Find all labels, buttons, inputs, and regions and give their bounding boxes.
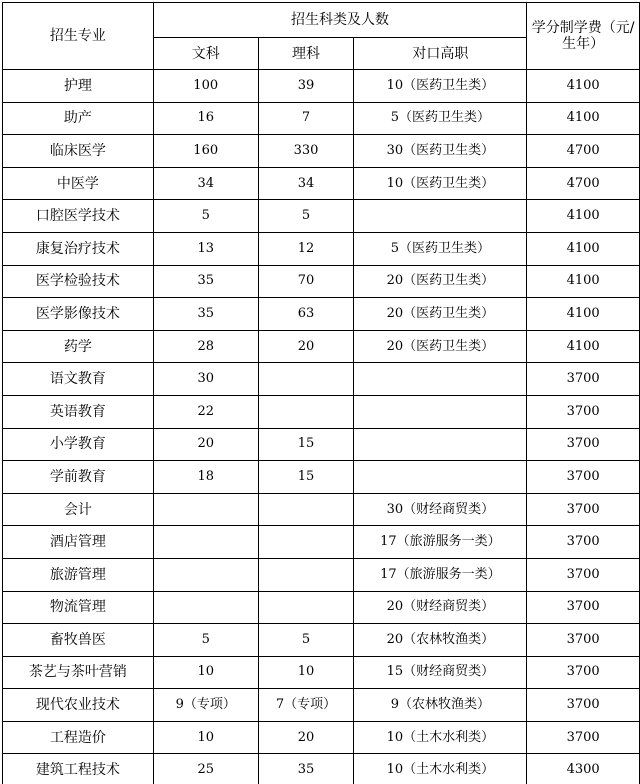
table-row — [3, 656, 640, 689]
cell-science: 20 — [258, 330, 354, 363]
cell-major: 助产 — [3, 102, 154, 135]
cell-major: 旅游管理 — [3, 558, 154, 591]
table-row — [3, 70, 640, 103]
cell-fee: 4700 — [527, 135, 640, 168]
cell-liberal: 35 — [153, 298, 258, 331]
cell-major: 口腔医学技术 — [3, 200, 154, 233]
cell-liberal: 13 — [153, 232, 258, 265]
cell-major: 酒店管理 — [3, 526, 154, 559]
cell-science — [258, 493, 354, 526]
cell-fee: 3700 — [527, 395, 640, 428]
header-fee — [527, 3, 640, 70]
cell-liberal: 28 — [153, 330, 258, 363]
table-row — [3, 461, 640, 494]
header-quota-group: 招生科类及人数 — [153, 3, 526, 38]
header-major: 招生专业 — [3, 3, 154, 70]
table-row — [3, 558, 640, 591]
cell-major: 学前教育 — [3, 461, 154, 494]
cell-fee: 4100 — [527, 232, 640, 265]
table-row — [3, 591, 640, 624]
cell-vocational — [354, 200, 527, 233]
cell-major: 医学影像技术 — [3, 298, 154, 331]
cell-vocational — [354, 461, 527, 494]
cell-vocational: 5（医药卫生类） — [354, 102, 527, 135]
cell-vocational — [354, 428, 527, 461]
cell-vocational: 20（财经商贸类） — [354, 591, 527, 624]
header-row-top — [3, 3, 640, 38]
cell-vocational: 20（农林牧渔类） — [354, 624, 527, 657]
cell-vocational — [354, 395, 527, 428]
cell-fee: 4100 — [527, 200, 640, 233]
cell-fee: 3700 — [527, 558, 640, 591]
cell-major: 医学检验技术 — [3, 265, 154, 298]
header-vocational: 对口高职 — [354, 38, 527, 70]
cell-fee: 3700 — [527, 428, 640, 461]
cell-fee: 4100 — [527, 298, 640, 331]
cell-liberal: 10 — [153, 721, 258, 754]
cell-vocational: 10（土木水利类） — [354, 754, 527, 784]
cell-science: 39 — [258, 70, 354, 103]
table-row — [3, 265, 640, 298]
cell-major: 建筑工程技术 — [3, 754, 154, 784]
cell-liberal: 18 — [153, 461, 258, 494]
cell-major: 会计 — [3, 493, 154, 526]
enrollment-table — [2, 2, 640, 784]
table-row — [3, 754, 640, 784]
cell-vocational: 10（医药卫生类） — [354, 70, 527, 103]
cell-liberal: 100 — [153, 70, 258, 103]
cell-liberal: 160 — [153, 135, 258, 168]
header-fee-line2: 生年） — [562, 36, 605, 52]
cell-science: 15 — [258, 461, 354, 494]
cell-science: 12 — [258, 232, 354, 265]
cell-liberal: 10 — [153, 656, 258, 689]
cell-fee: 4300 — [527, 754, 640, 784]
cell-liberal: 35 — [153, 265, 258, 298]
cell-fee: 3700 — [527, 461, 640, 494]
cell-liberal: 22 — [153, 395, 258, 428]
header-liberal: 文科 — [153, 38, 258, 70]
table-row — [3, 232, 640, 265]
cell-science — [258, 526, 354, 559]
cell-science: 15 — [258, 428, 354, 461]
cell-major: 语文教育 — [3, 363, 154, 396]
cell-vocational: 10（医药卫生类） — [354, 167, 527, 200]
table-row — [3, 721, 640, 754]
cell-liberal: 30 — [153, 363, 258, 396]
cell-science: 5 — [258, 200, 354, 233]
cell-fee: 3700 — [527, 363, 640, 396]
cell-fee: 4100 — [527, 330, 640, 363]
cell-science — [258, 363, 354, 396]
cell-fee: 4100 — [527, 265, 640, 298]
cell-liberal — [153, 558, 258, 591]
cell-major: 茶艺与茶叶营销 — [3, 656, 154, 689]
cell-science: 5 — [258, 624, 354, 657]
cell-major: 临床医学 — [3, 135, 154, 168]
cell-vocational: 17（旅游服务一类） — [354, 526, 527, 559]
table-row — [3, 493, 640, 526]
cell-fee: 4100 — [527, 102, 640, 135]
table-row — [3, 330, 640, 363]
cell-vocational: 15（财经商贸类） — [354, 656, 527, 689]
cell-science: 35 — [258, 754, 354, 784]
cell-major: 中医学 — [3, 167, 154, 200]
cell-fee: 3700 — [527, 656, 640, 689]
cell-vocational: 30（财经商贸类） — [354, 493, 527, 526]
cell-liberal: 20 — [153, 428, 258, 461]
table-row — [3, 395, 640, 428]
table-row — [3, 689, 640, 722]
cell-major: 英语教育 — [3, 395, 154, 428]
cell-liberal: 34 — [153, 167, 258, 200]
cell-liberal: 5 — [153, 200, 258, 233]
cell-science — [258, 395, 354, 428]
cell-vocational: 10（土木水利类） — [354, 721, 527, 754]
cell-science: 330 — [258, 135, 354, 168]
cell-fee: 4700 — [527, 167, 640, 200]
cell-science: 20 — [258, 721, 354, 754]
table-row — [3, 624, 640, 657]
table-row — [3, 526, 640, 559]
cell-vocational: 9（农林牧渔类） — [354, 689, 527, 722]
table-row — [3, 135, 640, 168]
cell-liberal — [153, 493, 258, 526]
cell-liberal — [153, 526, 258, 559]
cell-science: 70 — [258, 265, 354, 298]
cell-science: 7 — [258, 102, 354, 135]
cell-science — [258, 591, 354, 624]
cell-major: 物流管理 — [3, 591, 154, 624]
cell-vocational: 20（医药卫生类） — [354, 265, 527, 298]
cell-liberal: 16 — [153, 102, 258, 135]
header-fee-line1: 学分制学费（元/ — [531, 20, 635, 36]
cell-fee: 3700 — [527, 591, 640, 624]
table-row — [3, 298, 640, 331]
cell-vocational: 17（旅游服务一类） — [354, 558, 527, 591]
cell-liberal: 25 — [153, 754, 258, 784]
cell-major: 护理 — [3, 70, 154, 103]
cell-major: 现代农业技术 — [3, 689, 154, 722]
table-row — [3, 428, 640, 461]
cell-liberal: 5 — [153, 624, 258, 657]
cell-major: 康复治疗技术 — [3, 232, 154, 265]
cell-major: 小学教育 — [3, 428, 154, 461]
cell-major: 工程造价 — [3, 721, 154, 754]
table-row — [3, 363, 640, 396]
cell-fee: 3700 — [527, 624, 640, 657]
cell-science: 34 — [258, 167, 354, 200]
table-row — [3, 167, 640, 200]
cell-vocational — [354, 363, 527, 396]
cell-liberal — [153, 591, 258, 624]
cell-fee: 4100 — [527, 70, 640, 103]
table-row — [3, 200, 640, 233]
cell-fee: 3700 — [527, 526, 640, 559]
cell-major: 畜牧兽医 — [3, 624, 154, 657]
cell-science: 63 — [258, 298, 354, 331]
cell-vocational: 20（医药卫生类） — [354, 298, 527, 331]
table-row — [3, 102, 640, 135]
cell-vocational: 5（医药卫生类） — [354, 232, 527, 265]
cell-vocational: 30（医药卫生类） — [354, 135, 527, 168]
header-science: 理科 — [258, 38, 354, 70]
cell-vocational: 20（医药卫生类） — [354, 330, 527, 363]
cell-liberal: 9（专项） — [153, 689, 258, 722]
cell-major: 药学 — [3, 330, 154, 363]
cell-science — [258, 558, 354, 591]
cell-fee: 3700 — [527, 721, 640, 754]
cell-fee: 3700 — [527, 689, 640, 722]
cell-science: 10 — [258, 656, 354, 689]
cell-fee: 3700 — [527, 493, 640, 526]
cell-science: 7（专项） — [258, 689, 354, 722]
